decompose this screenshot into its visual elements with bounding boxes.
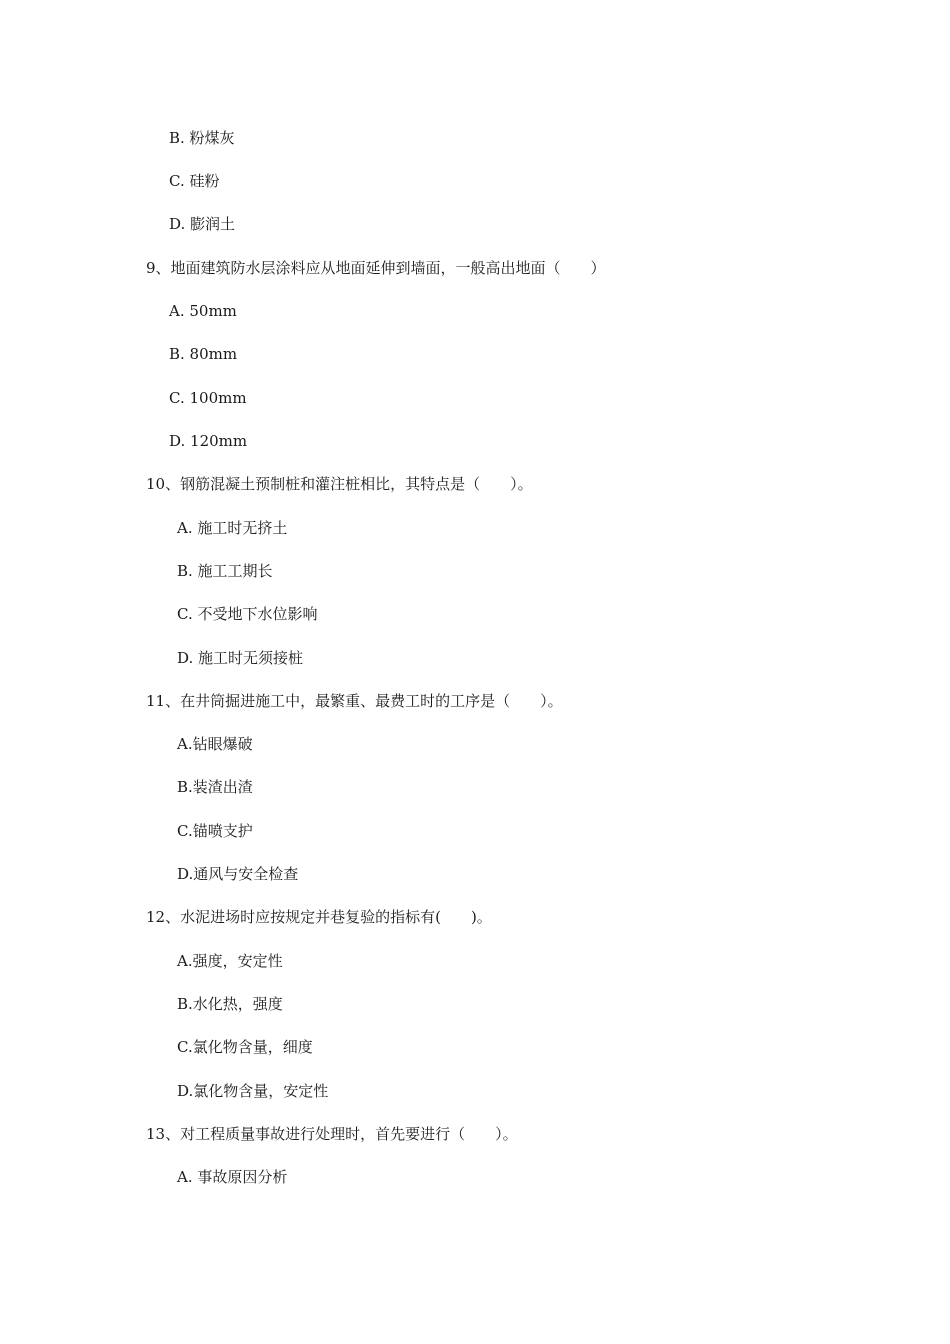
q12-option-a: A.强度，安定性 [177, 952, 283, 970]
question-10: 10、钢筋混凝土预制桩和灌注桩相比，其特点是（ ）。 [146, 475, 533, 493]
q10-option-a: A. 施工时无挤土 [177, 519, 288, 537]
q9-option-d: D. 120mm [169, 432, 248, 450]
q12-option-b: B.水化热，强度 [177, 995, 283, 1013]
q8-option-c: C. 硅粉 [169, 172, 220, 190]
q12-option-c: C.氯化物含量，细度 [177, 1038, 313, 1056]
q11-option-c: C.锚喷支护 [177, 822, 253, 840]
q9-option-a: A. 50mm [169, 302, 237, 320]
q10-option-d: D. 施工时无须接桩 [177, 649, 304, 667]
q9-option-b: B. 80mm [169, 345, 238, 363]
q8-option-d: D. 膨润土 [169, 215, 236, 233]
question-12: 12、水泥进场时应按规定并巷复验的指标有( )。 [146, 908, 492, 926]
q11-option-b: B.装渣出渣 [177, 778, 253, 796]
q8-option-b: B. 粉煤灰 [169, 129, 235, 147]
q12-option-d: D.氯化物含量，安定性 [177, 1082, 329, 1100]
question-11: 11、在井筒掘进施工中，最繁重、最费工时的工序是（ ）。 [146, 692, 563, 710]
question-13: 13、对工程质量事故进行处理时，首先要进行（ ）。 [146, 1125, 518, 1143]
q10-option-c: C. 不受地下水位影响 [177, 605, 318, 623]
q10-option-b: B. 施工工期长 [177, 562, 273, 580]
q11-option-d: D.通风与安全检查 [177, 865, 299, 883]
q11-option-a: A.钻眼爆破 [177, 735, 253, 753]
q9-option-c: C. 100mm [169, 389, 247, 407]
q13-option-a: A. 事故原因分析 [177, 1168, 288, 1186]
question-9: 9、地面建筑防水层涂料应从地面延伸到墙面，一般高出地面（ ） [146, 259, 606, 277]
